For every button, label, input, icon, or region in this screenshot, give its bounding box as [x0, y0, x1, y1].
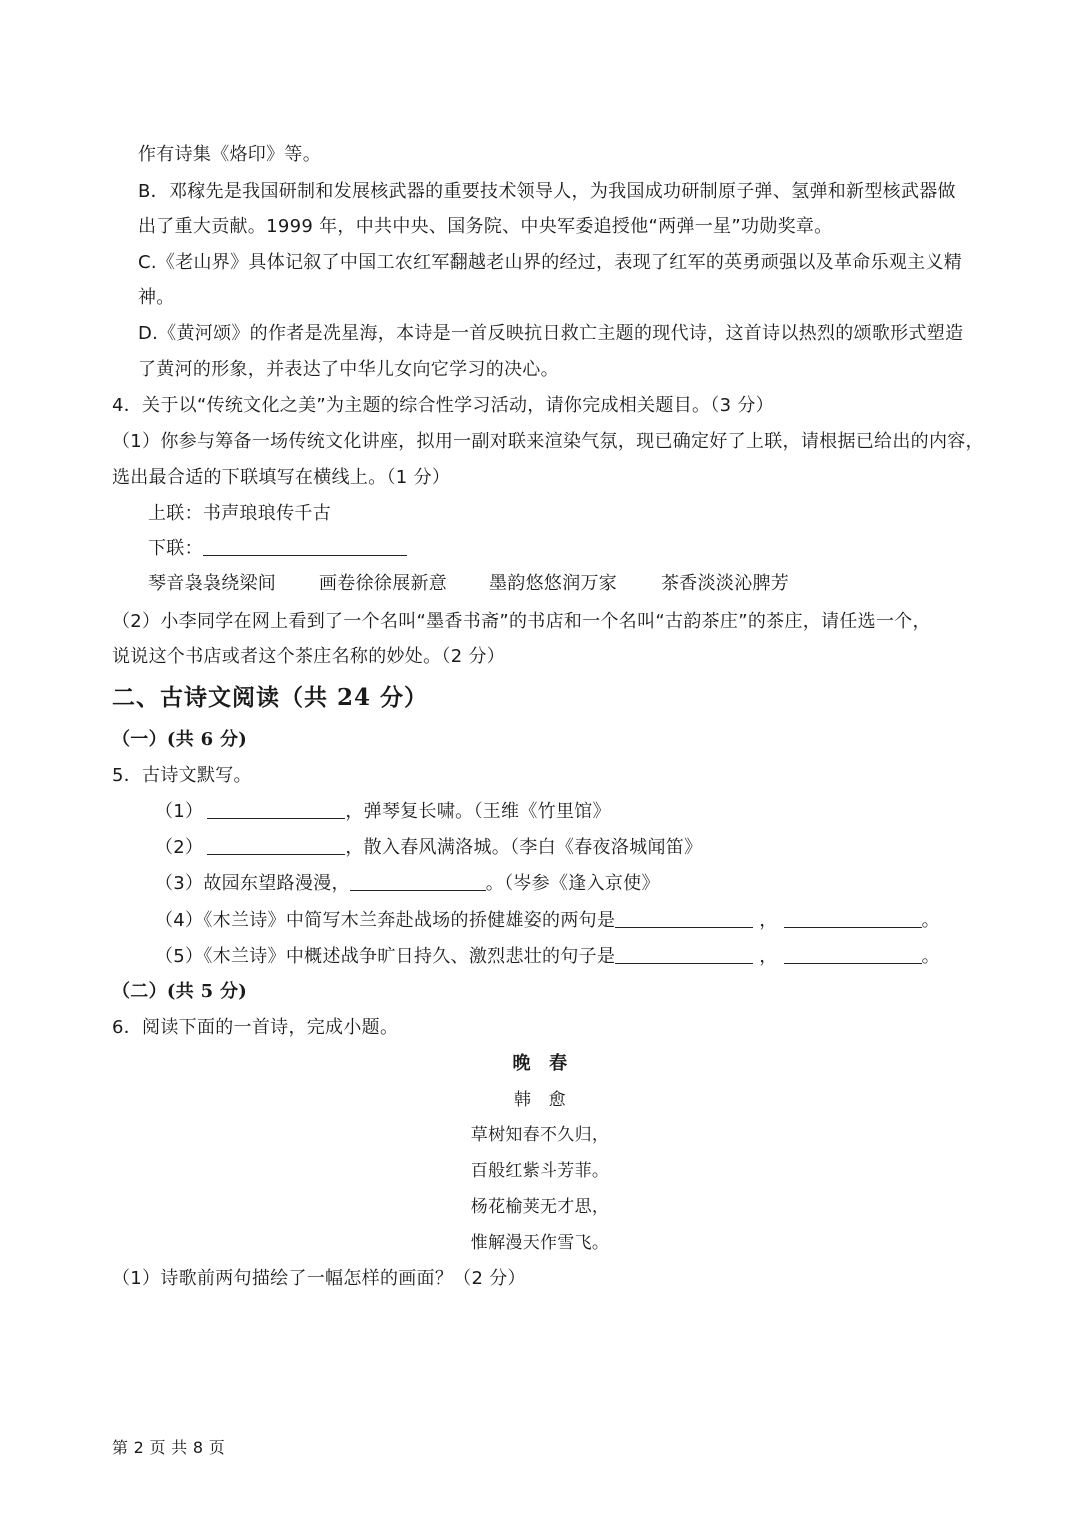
q4-part2-line1: （2）小李同学在网上看到了一个名叫“墨香书斋”的书店和一个名叫“古韵茶庄”的茶庄，请任选一个，	[112, 611, 931, 632]
q5-item-1-number: （1）	[155, 801, 204, 822]
q4-part2-line2: 说说这个书店或者这个茶庄名称的妙处。（2 分）	[112, 646, 506, 667]
q5-item-2-blank[interactable]	[207, 836, 345, 855]
q3-option-c-line1: C.《老山界》具体记叙了中国工农红军翻越老山界的经过，表现了红军的英勇顽强以及革命乐观主义精	[138, 252, 963, 273]
q5-item-4-comma: ，	[759, 910, 778, 931]
q5-item-3-text-a: （3）故园东望路漫漫，	[155, 873, 350, 894]
q6-sub1: （1）诗歌前两句描绘了一幅怎样的画面？（2 分）	[112, 1268, 526, 1289]
q5-item-5-blank-1[interactable]	[615, 945, 753, 964]
couplet-option-4: 茶香淡淡沁脾芳	[661, 573, 790, 594]
q3-option-b-line1: B．邓稼先是我国研制和发展核武器的重要技术领导人，为我国成功研制原子弹、氢弹和新型核武器做	[138, 181, 956, 202]
part-one-heading: （一）(共 6 分)	[112, 729, 248, 750]
q5-item-2-number: （2）	[155, 837, 204, 858]
couplet-lower-blank[interactable]	[203, 537, 407, 556]
couplet-upper: 上联：书声琅琅传千古	[148, 503, 331, 524]
poem-line-2: 百般红紫斗芳菲。	[470, 1161, 610, 1181]
q5-item-4-text: （4）《木兰诗》中简写木兰奔赴战场的挢健雄姿的两句是	[155, 910, 616, 931]
q5-stem: 5．古诗文默写。	[112, 765, 252, 786]
poem-author: 韩 愈	[514, 1090, 566, 1110]
q5-item-5-text: （5）《木兰诗》中概述战争旷日持久、激烈悲壮的句子是	[155, 946, 616, 967]
q5-item-5-comma: ，	[759, 946, 778, 967]
q5-item-5-period: 。	[921, 946, 940, 967]
q5-item-4	[155, 909, 940, 933]
q6-stem: 6．阅读下面的一首诗，完成小题。	[112, 1017, 399, 1038]
poem-line-4: 惟解漫天作雪飞。	[470, 1233, 610, 1253]
q3-option-a-continuation: 作有诗集《烙印》等。	[138, 144, 321, 165]
q5-item-2	[155, 836, 702, 860]
couplet-lower-row	[148, 537, 407, 561]
q5-item-5	[155, 945, 940, 969]
couplet-option-2: 画卷徐徐展新意	[319, 573, 448, 594]
q3-option-d-line2: 了黄河的形象，并表达了中华儿女向它学习的决心。	[138, 359, 559, 380]
q3-option-c-line2: 神。	[138, 287, 175, 308]
couplet-option-1: 琴音袅袅绕梁间	[148, 573, 277, 594]
q4-part1-line1: （1）你参与筹备一场传统文化讲座，拟用一副对联来渲染气氛，现已确定好了上联，请根据已给出的内容，	[112, 431, 984, 452]
part-two-heading: （二）(共 5 分)	[112, 981, 248, 1002]
q5-item-1	[155, 800, 611, 824]
q4-stem: 4．关于以“传统文化之美”为主题的综合性学习活动，请你完成相关题目。（3 分）	[112, 395, 774, 416]
poem-line-3: 杨花榆荚无才思，	[470, 1197, 610, 1217]
q5-item-4-blank-2[interactable]	[784, 909, 922, 928]
q5-item-4-blank-1[interactable]	[615, 909, 753, 928]
q5-item-3-blank[interactable]	[350, 872, 486, 891]
q3-option-d-line1: D.《黄河颂》的作者是冼星海，本诗是一首反映抗日救亡主题的现代诗，这首诗以热烈的颂歌形式塑造	[138, 323, 964, 344]
q5-item-3	[155, 872, 660, 896]
poem-line-1: 草树知春不久归，	[470, 1125, 610, 1145]
q5-item-4-period: 。	[921, 910, 940, 931]
couplet-lower-label: 下联：	[148, 538, 203, 559]
q5-item-1-text: ，弹琴复长啸。（王维《竹里馆》	[345, 801, 611, 822]
q5-item-3-text-b: 。（岑参《逢入京使》	[485, 873, 660, 894]
q5-item-2-text: ，散入春风满洛城。（李白《春夜洛城闻笛》	[345, 837, 703, 858]
q5-item-5-blank-2[interactable]	[784, 945, 922, 964]
q4-part1-line2: 选出最合适的下联填写在横线上。（1 分）	[112, 467, 451, 488]
page-number-footer: 第 2 页 共 8 页	[112, 1438, 226, 1457]
q3-option-b-line2: 出了重大贡献。1999 年，中共中央、国务院、中央军委追授他“两弹一星”功勋奖章。	[138, 216, 833, 237]
q5-item-1-blank[interactable]	[207, 800, 345, 819]
couplet-option-3: 墨韵悠悠润万家	[489, 573, 618, 594]
section-title-ancient-poetry: 二、古诗文阅读（共 24 分）	[112, 684, 429, 711]
poem-title: 晚 春	[512, 1053, 568, 1074]
